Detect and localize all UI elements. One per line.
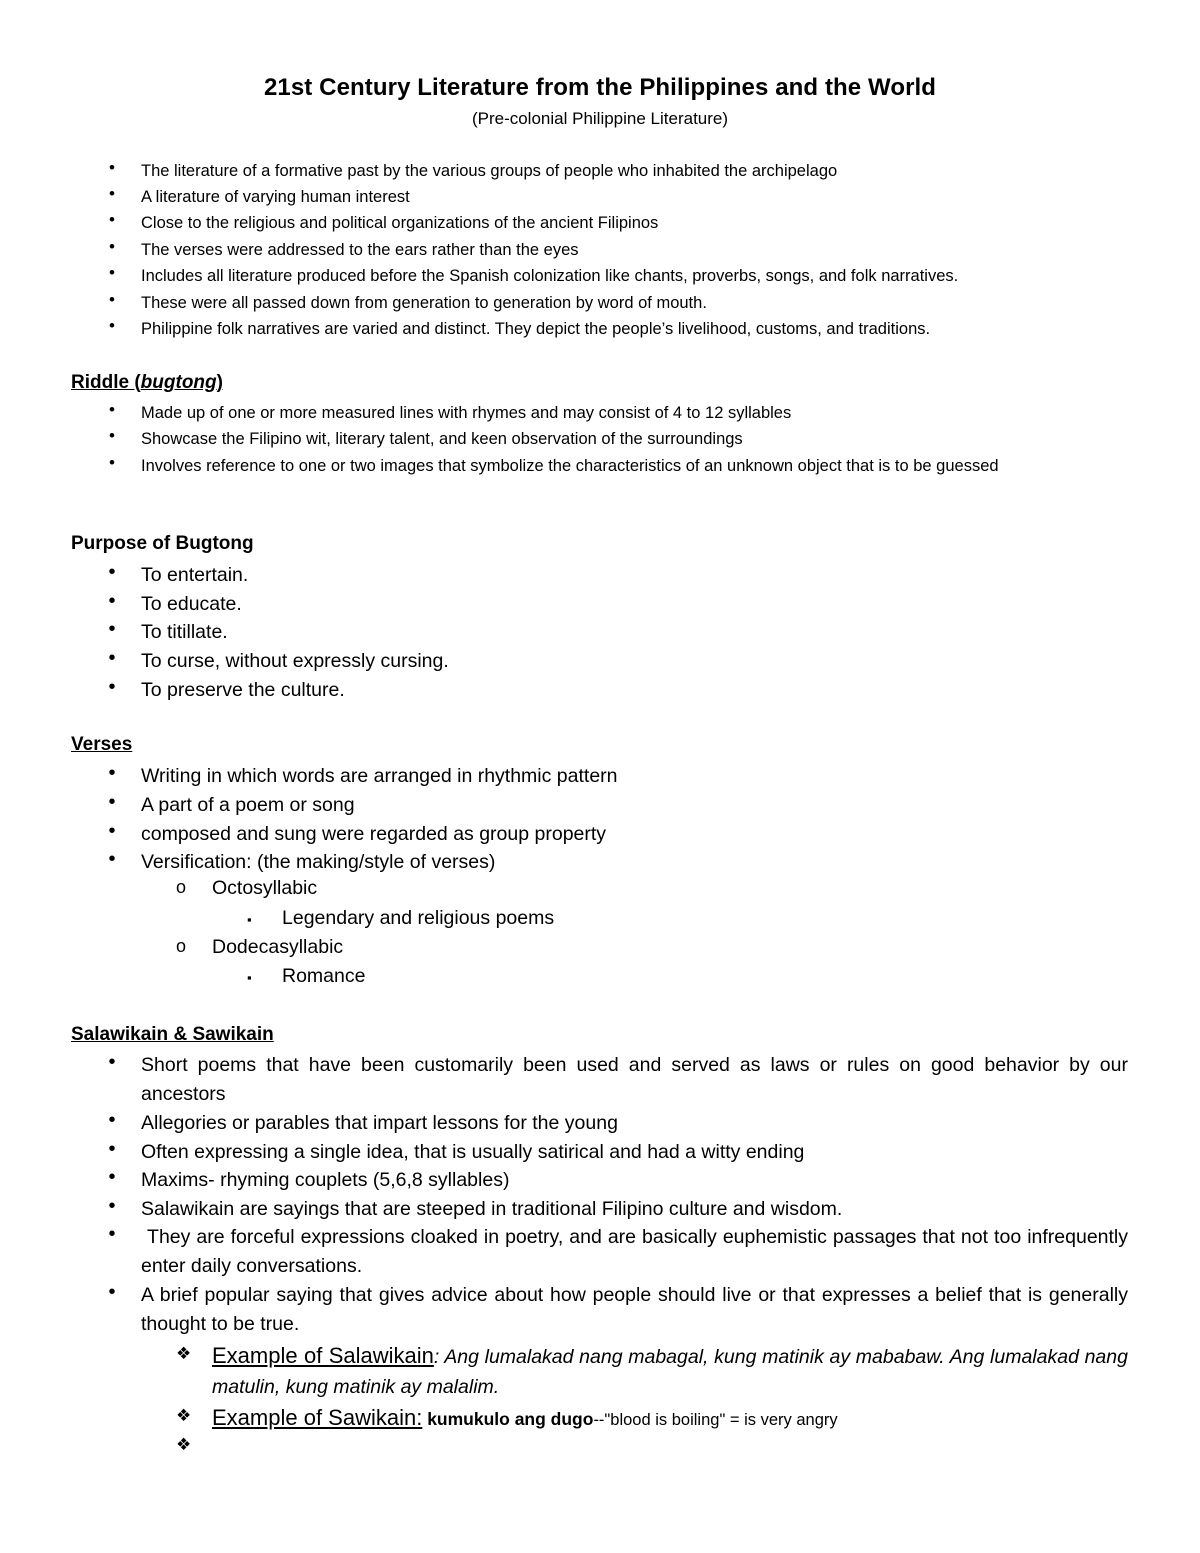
- list-item-text: To curse, without expressly cursing.: [141, 650, 449, 672]
- list-item-text: Made up of one or more measured lines with rhymes and may consist of 4 to 12 syllables: [141, 404, 792, 422]
- bullet-icon: •: [108, 1109, 116, 1131]
- riddle-heading: [71, 372, 223, 394]
- bullet-icon: •: [108, 1281, 116, 1303]
- example-sawikain-label: Example of Sawikain:: [212, 1405, 423, 1430]
- diamond-bullet-icon: ❖: [176, 1406, 192, 1425]
- list-item-text: To educate.: [141, 593, 242, 615]
- list-item-text: Includes all literature produced before the Spanish colonization like chants, proverbs, songs, and folk narratives.: [141, 267, 959, 285]
- list-item-text: Allegories or parables that impart lessons for the young: [141, 1112, 618, 1134]
- bullet-icon: •: [108, 618, 116, 640]
- list-item-text: Versification: (the making/style of verses): [141, 851, 496, 873]
- sub-sub-list-item-text: Legendary and religious poems: [282, 907, 555, 929]
- list-item-text: A brief popular saying that gives advice about how people should live or that expresses a belief that is generally thought to be true.: [141, 1284, 1128, 1335]
- list-item-text: To preserve the culture.: [141, 679, 345, 701]
- bullet-icon: •: [108, 1166, 116, 1188]
- list-item-text: These were all passed down from generation to generation by word of mouth.: [141, 294, 707, 312]
- list-item-text: They are forceful expressions cloaked in poetry, and are basically euphemistic passages that not too infrequently enter daily conversations.: [141, 1226, 1134, 1277]
- bullet-icon: •: [109, 400, 115, 419]
- list-item-text: The literature of a formative past by the various groups of people who inhabited the archipelago: [141, 162, 838, 180]
- riddle-heading-text: Riddle (: [71, 372, 141, 393]
- sub-list-item-text: Octosyllabic: [212, 877, 318, 899]
- bullet-icon: •: [108, 590, 116, 612]
- list-item-text: Close to the religious and political organizations of the ancient Filipinos: [141, 214, 659, 232]
- circle-bullet-icon: o: [176, 936, 187, 956]
- bullet-icon: •: [109, 210, 115, 229]
- example-salawikain-label: Example of Salawikain: [212, 1343, 434, 1368]
- bullet-icon: •: [108, 848, 116, 870]
- riddle-heading-italic: bugtong: [140, 372, 217, 393]
- bullet-icon: •: [108, 820, 116, 842]
- bullet-icon: •: [108, 676, 116, 698]
- list-item-text: The verses were addressed to the ears rather than the eyes: [141, 241, 579, 259]
- bullet-icon: •: [109, 316, 115, 335]
- bullet-icon: •: [108, 647, 116, 669]
- list-item-text: Writing in which words are arranged in rhythmic pattern: [141, 765, 618, 787]
- bullet-icon: •: [109, 453, 115, 472]
- list-item-text: To entertain.: [141, 564, 249, 586]
- bullet-icon: •: [108, 1051, 116, 1073]
- list-item-text: Involves reference to one or two images that symbolize the characteristics of an unknown object that is to be guessed: [141, 457, 999, 475]
- square-bullet-icon: ▪: [247, 970, 252, 985]
- bullet-icon: •: [109, 184, 115, 203]
- bullet-icon: •: [109, 237, 115, 256]
- list-item-text: Salawikain are sayings that are steeped in traditional Filipino culture and wisdom.: [141, 1198, 843, 1220]
- example-sawikain-meaning: --"blood is boiling" = is very angry: [593, 1411, 838, 1429]
- circle-bullet-icon: o: [176, 877, 187, 897]
- example-sawikain: [212, 1403, 1128, 1435]
- sub-sub-list-item-text: Romance: [282, 965, 366, 987]
- bullet-icon: •: [109, 426, 115, 445]
- list-item-text: Maxims- rhyming couplets (5,6,8 syllables): [141, 1169, 510, 1191]
- bullet-icon: •: [109, 158, 115, 177]
- bullet-icon: •: [108, 1138, 116, 1160]
- bullet-icon: •: [108, 1195, 116, 1217]
- square-bullet-icon: ▪: [247, 912, 252, 927]
- example-sawikain-phrase: kumukulo ang dugo: [422, 1409, 594, 1429]
- list-item-text: Philippine folk narratives are varied and distinct. They depict the people’s livelihood, customs, and traditions.: [141, 320, 931, 338]
- diamond-bullet-icon: ❖: [176, 1435, 192, 1454]
- bullet-icon: •: [109, 263, 115, 282]
- document-subtitle: (Pre-colonial Philippine Literature): [471, 109, 729, 128]
- salawikain-heading: Salawikain & Sawikain: [71, 1024, 274, 1045]
- list-item-text: composed and sung were regarded as group property: [141, 823, 607, 845]
- riddle-heading-end: ): [216, 372, 223, 393]
- bullet-icon: •: [109, 290, 115, 309]
- list-item-text: A literature of varying human interest: [141, 188, 410, 206]
- list-item-text: Showcase the Filipino wit, literary talent, and keen observation of the surroundings: [141, 430, 743, 448]
- purpose-heading: Purpose of Bugtong: [71, 533, 254, 554]
- bullet-icon: •: [108, 762, 116, 784]
- verses-heading: Verses: [71, 734, 133, 755]
- example-salawikain-text: Ang lumalakad nang mabagal, kung matinik ay mababaw. Ang lumalakad nang matulin, kung matinik ay malalim.: [212, 1346, 1128, 1398]
- bullet-icon: •: [108, 561, 116, 583]
- bullet-icon: •: [108, 1223, 116, 1245]
- list-item-text: A part of a poem or song: [141, 794, 355, 816]
- list-item-text: Often expressing a single idea, that is usually satirical and had a witty ending: [141, 1141, 805, 1163]
- example-salawikain: [212, 1341, 1128, 1402]
- example-salawikain-colon: :: [433, 1346, 445, 1368]
- list-item-text: Short poems that have been customarily been used and served as laws or rules on good behavior by our ancestors: [141, 1054, 1128, 1105]
- diamond-bullet-icon: ❖: [176, 1344, 192, 1363]
- list-item-text: To titillate.: [141, 621, 228, 643]
- sub-list-item-text: Dodecasyllabic: [212, 936, 344, 958]
- document-title: 21st Century Literature from the Philippines and the World: [263, 74, 937, 101]
- bullet-icon: •: [108, 791, 116, 813]
